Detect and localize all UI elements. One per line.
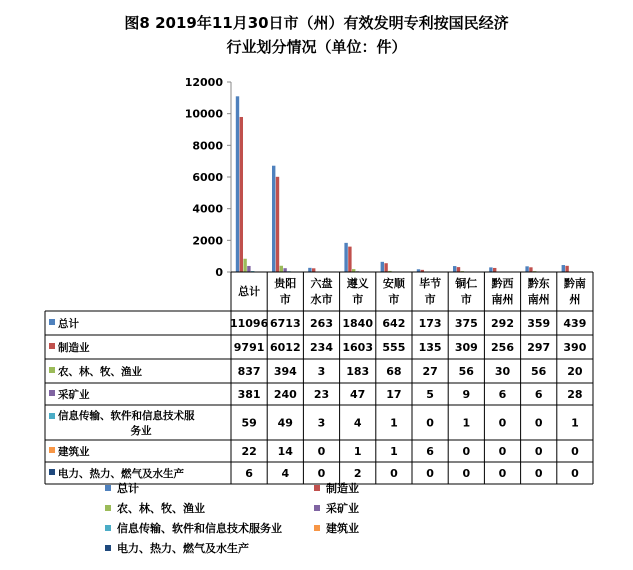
bar — [240, 117, 243, 272]
table-cell-value: 439 — [563, 317, 587, 330]
table-cell-value: 6 — [245, 467, 253, 480]
legend-label: 总计 — [117, 482, 139, 495]
row-label: 总计 — [58, 318, 79, 330]
table-cell-value: 0 — [426, 416, 434, 430]
table-cell-value: 1 — [462, 416, 471, 430]
table-cell-value: 375 — [454, 317, 478, 330]
table-cell-value: 11096 — [229, 317, 269, 330]
row-label: 农、林、牧、渔业 — [58, 366, 142, 378]
row-legend-key — [49, 343, 55, 349]
table-cell-value: 3 — [317, 416, 326, 430]
table-cell-value: 0 — [534, 445, 543, 458]
y-tick-label: 0 — [215, 266, 223, 279]
table-cell-value: 555 — [382, 341, 406, 354]
table-cell-value: 390 — [563, 341, 587, 354]
category-label: 黔西 — [491, 277, 514, 290]
table-cell-value: 47 — [350, 388, 366, 401]
table-cell-value: 256 — [491, 341, 514, 354]
category-label: 市 — [460, 293, 472, 306]
category-label: 安顺 — [382, 277, 405, 290]
table-cell-value: 173 — [418, 317, 442, 330]
table-cell-value: 1 — [353, 445, 362, 458]
table-cell-value: 1840 — [342, 317, 374, 330]
bar — [272, 166, 275, 272]
table-cell-value: 4 — [353, 416, 362, 430]
table-cell-value: 30 — [494, 365, 511, 378]
table-cell-value: 28 — [567, 388, 583, 401]
row-label: 建筑业 — [58, 446, 90, 458]
table-cell-value: 240 — [273, 388, 297, 401]
bar — [280, 266, 283, 272]
table-cell-value: 0 — [317, 467, 326, 480]
category-label: 遵义 — [346, 277, 369, 290]
bar — [308, 268, 311, 272]
bar — [457, 267, 460, 272]
table-cell-value: 6 — [426, 445, 434, 458]
table-cell-value: 0 — [498, 445, 507, 458]
category-label: 总计 — [238, 285, 261, 298]
table-cell-value: 0 — [571, 445, 579, 458]
category-label: 市 — [352, 293, 364, 306]
category-label: 市 — [388, 293, 400, 306]
legend-label: 电力、热力、燃气及水生产 — [117, 542, 249, 555]
table-cell-value: 0 — [390, 467, 398, 480]
table-cell-value: 4 — [281, 467, 290, 480]
table-cell-value: 234 — [310, 341, 333, 354]
legend-key — [314, 505, 320, 511]
y-tick-label: 4000 — [192, 202, 223, 216]
legend-key — [105, 525, 111, 531]
table-cell-value: 14 — [277, 445, 293, 458]
legend-key — [314, 485, 320, 491]
table-cell-value: 381 — [237, 388, 261, 401]
table-cell-value: 68 — [386, 365, 402, 378]
bar — [562, 265, 565, 272]
row-label: 采矿业 — [58, 389, 90, 401]
category-label: 南州 — [527, 293, 550, 306]
bar — [381, 262, 384, 272]
table-cell-value: 59 — [241, 416, 257, 430]
legend-label: 建筑业 — [326, 522, 359, 535]
bar — [348, 247, 351, 272]
y-tick-label: 12000 — [184, 76, 223, 89]
legend-key — [105, 545, 111, 551]
row-legend-key — [49, 390, 55, 396]
chart-title-line1: 图8 2019年11月30日市（州）有效发明专利按国民经济 — [124, 14, 509, 32]
table-cell-value: 0 — [498, 416, 507, 430]
legend-label: 信息传输、软件和信息技术服务业 — [117, 522, 282, 535]
table-cell-value: 3 — [317, 365, 326, 378]
legend-key — [314, 525, 320, 531]
table-cell-value: 0 — [571, 467, 579, 480]
table-cell-value: 394 — [273, 365, 297, 378]
table-cell-value: 297 — [527, 341, 551, 354]
bar — [247, 266, 250, 272]
table-cell-value: 183 — [346, 365, 370, 378]
bar — [565, 266, 568, 272]
row-legend-key — [49, 413, 55, 419]
table-cell-value: 837 — [237, 365, 261, 378]
table-cell-value: 56 — [458, 365, 474, 378]
table-cell-value: 1603 — [342, 341, 374, 354]
bar — [344, 243, 347, 272]
y-tick-label: 10000 — [184, 107, 223, 121]
row-label: 电力、热力、燃气及水生产 — [58, 468, 184, 480]
category-label: 六盘 — [310, 277, 333, 290]
row-legend-key — [49, 367, 55, 373]
category-label: 铜仁 — [455, 277, 478, 290]
table-cell-value: 135 — [418, 341, 442, 354]
bar — [276, 177, 279, 272]
category-label: 市 — [424, 293, 436, 306]
row-label: 务业 — [130, 425, 152, 437]
table-cell-value: 6713 — [269, 317, 301, 330]
legend-label: 采矿业 — [326, 502, 359, 515]
row-label: 信息传输、软件和信息技术服 — [58, 410, 195, 422]
bar — [493, 268, 496, 272]
bar — [489, 267, 492, 272]
table-cell-value: 0 — [534, 416, 543, 430]
category-label: 黔东 — [527, 277, 550, 290]
legend-label: 农、林、牧、渔业 — [117, 502, 205, 515]
table-cell-value: 49 — [277, 416, 293, 430]
y-tick-label: 8000 — [192, 139, 223, 153]
row-label: 制造业 — [58, 342, 90, 354]
table-cell-value: 359 — [527, 317, 551, 330]
bar — [529, 267, 532, 272]
table-cell-value: 1 — [390, 445, 398, 458]
legend-key — [105, 485, 111, 491]
legend-label: 制造业 — [326, 482, 359, 495]
table-cell-value: 0 — [317, 445, 326, 458]
table-cell-value: 0 — [462, 445, 471, 458]
bar — [283, 268, 286, 272]
bar — [453, 266, 456, 272]
table-cell-value: 27 — [422, 365, 438, 378]
table-cell-value: 23 — [313, 388, 330, 401]
table-cell-value: 642 — [382, 317, 406, 330]
table-cell-value: 9791 — [233, 341, 265, 354]
bar — [243, 259, 246, 272]
row-legend-key — [49, 469, 55, 475]
category-label: 市 — [279, 293, 291, 306]
y-tick-label: 6000 — [192, 171, 223, 184]
table-cell-value: 263 — [310, 317, 333, 330]
table-cell-value: 1 — [571, 416, 579, 430]
y-tick-label: 2000 — [192, 234, 223, 248]
chart-title-line2: 行业划分情况（单位：件） — [226, 38, 407, 56]
table-cell-value: 1 — [390, 416, 398, 430]
table-cell-value: 2 — [353, 467, 362, 480]
table-cell-value: 5 — [426, 388, 434, 401]
table-cell-value: 0 — [462, 467, 471, 480]
row-legend-key — [49, 319, 55, 325]
table-cell-value: 0 — [426, 467, 434, 480]
bar — [312, 268, 315, 272]
category-label: 州 — [569, 293, 581, 306]
table-cell-value: 9 — [462, 388, 471, 401]
table-cell-value: 6012 — [269, 341, 301, 354]
table-cell-value: 6 — [534, 388, 543, 401]
table-cell-value: 0 — [498, 467, 507, 480]
table-cell-value: 20 — [567, 365, 583, 378]
table-cell-value: 6 — [498, 388, 507, 401]
legend-key — [105, 505, 111, 511]
row-legend-key — [49, 447, 55, 453]
table-cell-value: 292 — [491, 317, 514, 330]
bar — [525, 266, 528, 272]
category-label: 毕节 — [419, 277, 442, 290]
table-cell-value: 309 — [454, 341, 478, 354]
table-cell-value: 56 — [531, 365, 547, 378]
bar — [236, 96, 239, 272]
category-label: 水市 — [310, 293, 333, 306]
bar — [384, 263, 387, 272]
category-label: 贵阳 — [274, 277, 297, 290]
category-label: 南州 — [491, 293, 514, 306]
table-cell-value: 22 — [241, 445, 257, 458]
category-label: 黔南 — [563, 277, 586, 290]
table-cell-value: 0 — [534, 467, 543, 480]
table-cell-value: 17 — [386, 388, 402, 401]
